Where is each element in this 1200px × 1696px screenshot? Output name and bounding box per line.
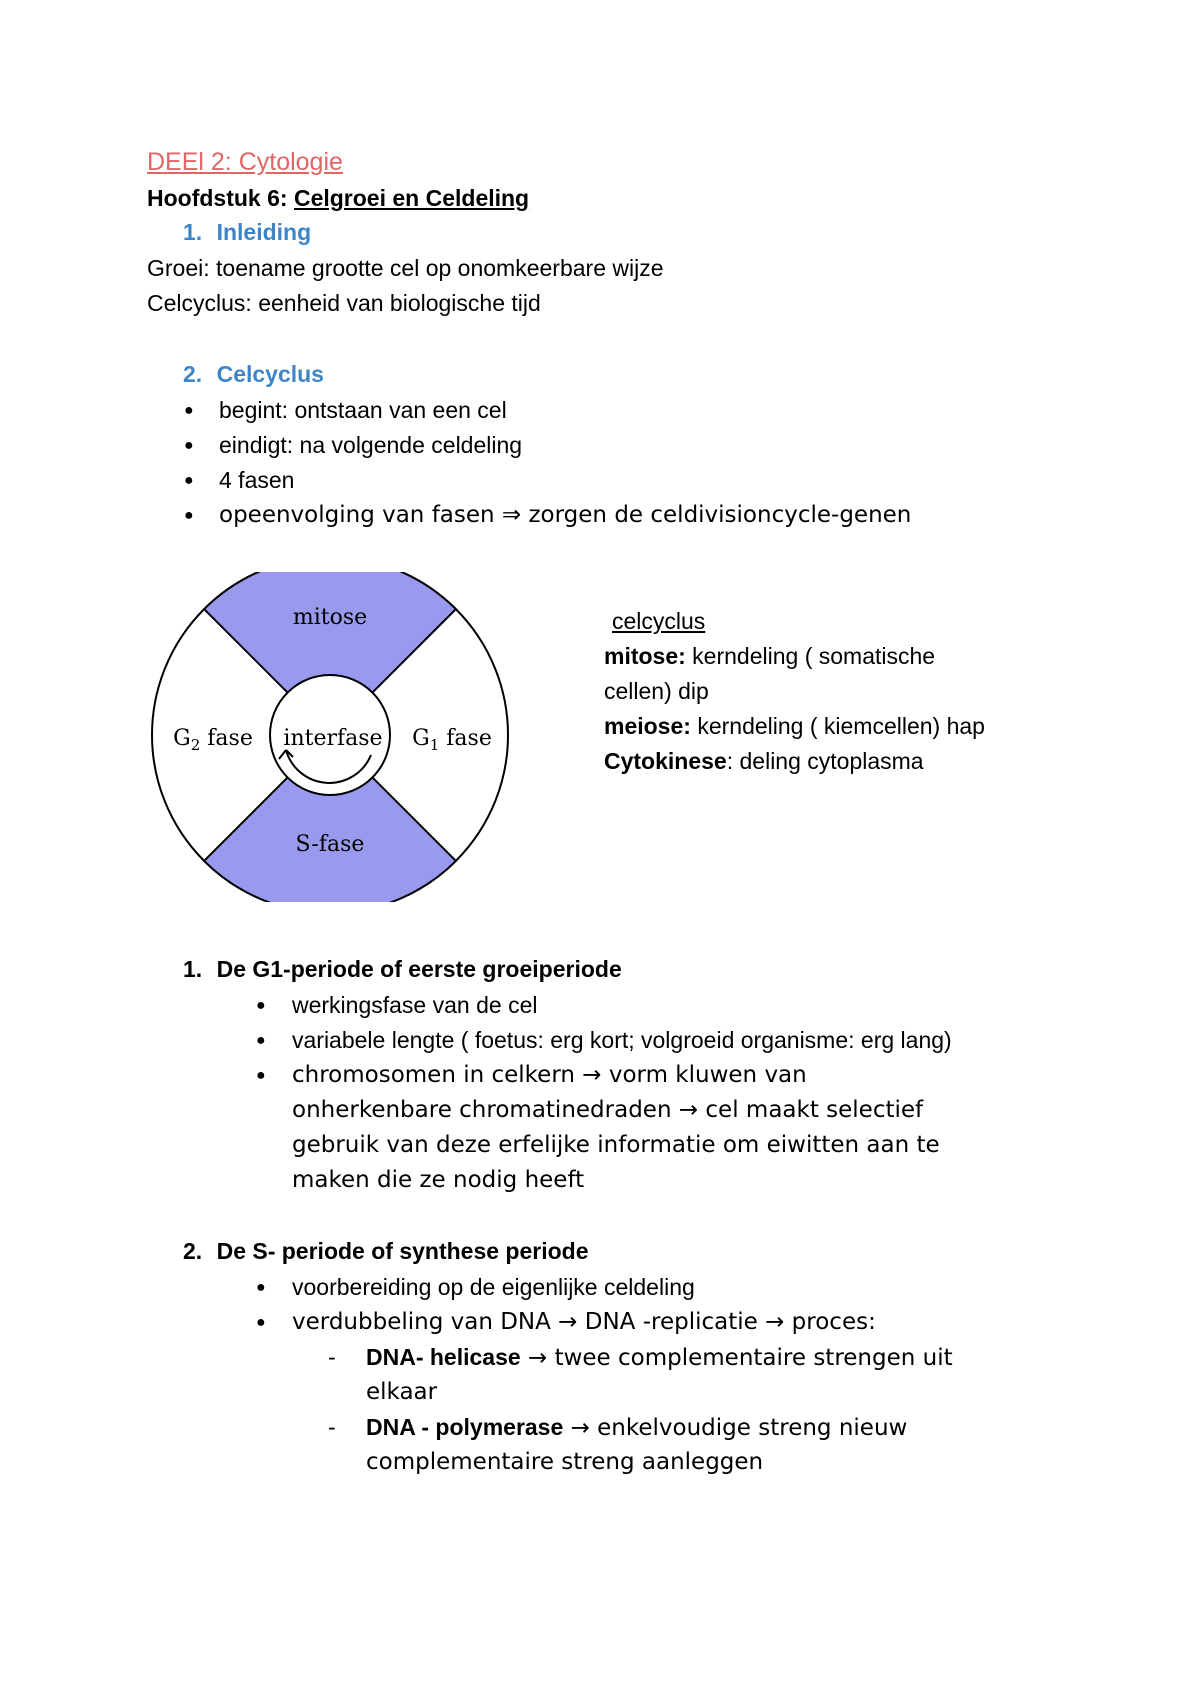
- bullet-icon: ●: [256, 1032, 266, 1049]
- s-heading: [183, 1234, 589, 1268]
- bullet-icon: ●: [184, 472, 194, 489]
- mitose-label: mitose: [292, 605, 368, 630]
- s-fase-label: S-fase: [295, 832, 365, 857]
- cytokinese-definition: : deling cytoplasma: [726, 748, 924, 774]
- intro-heading: [183, 215, 311, 249]
- intro-line: Celcyclus: eenheid van biologische tijd: [147, 290, 541, 316]
- celcyclus-heading-text: Celcyclus: [216, 361, 324, 387]
- bullet-icon: ●: [256, 1279, 266, 1296]
- g1-heading-text: De G1-periode of eerste groeiperiode: [216, 956, 622, 982]
- meiose-term: meiose:: [604, 713, 691, 739]
- list-item: 4 fasen: [219, 467, 295, 493]
- g1-number: 1.: [183, 956, 203, 982]
- celcyclus-heading: [183, 357, 324, 391]
- dash-icon: -: [328, 1344, 336, 1370]
- intro-number: 1.: [183, 219, 203, 245]
- legend-meiose: [604, 709, 985, 743]
- helicase-definition: → twee complementaire strengen uit: [520, 1345, 953, 1371]
- list-item: verdubbeling van DNA → DNA -replicatie → proces:: [292, 1309, 876, 1335]
- intro-line: Groei: toename grootte cel op onomkeerbare wijze: [147, 255, 664, 281]
- sub-item-helicase: [366, 1340, 953, 1375]
- sub-item-polymerase: [366, 1410, 907, 1445]
- list-item: werkingsfase van de cel: [292, 992, 538, 1018]
- legend-mitose: [604, 639, 935, 673]
- list-item-line: maken die ze nodig heeft: [292, 1167, 585, 1193]
- polymerase-term: DNA - polymerase: [366, 1414, 564, 1440]
- polymerase-definition: → enkelvoudige streng nieuw: [563, 1415, 908, 1441]
- bullet-icon: ●: [256, 1067, 266, 1084]
- bullet-icon: ●: [184, 437, 194, 454]
- s-number: 2.: [183, 1238, 203, 1264]
- chapter-name: Celgroei en Celdeling: [293, 185, 530, 211]
- helicase-term: DNA- helicase: [366, 1344, 521, 1370]
- cytokinese-term: Cytokinese: [604, 748, 727, 774]
- mitose-definition: kerndeling ( somatische: [685, 643, 936, 669]
- list-item-line: chromosomen in celkern → vorm kluwen van: [292, 1062, 807, 1088]
- list-item: variabele lengte ( foetus: erg kort; volgroeid organisme: erg lang): [292, 1027, 952, 1053]
- celcyclus-number: 2.: [183, 361, 203, 387]
- s-heading-text: De S- periode of synthese periode: [216, 1238, 589, 1264]
- g2-label: $G_2$ fase: [173, 726, 253, 754]
- list-item: begint: ontstaan van een cel: [219, 397, 507, 423]
- intro-heading-text: Inleiding: [216, 219, 312, 245]
- sub-item-line: elkaar: [366, 1379, 438, 1405]
- list-item: opeenvolging van fasen ⇒ zorgen de celdivisioncycle-genen: [219, 502, 912, 528]
- interfase-label: interfase: [283, 726, 383, 751]
- legend-cytokinese: [604, 744, 924, 778]
- chapter-prefix: Hoofdstuk 6:: [147, 185, 294, 211]
- legend-mitose-cont: cellen) dip: [604, 678, 709, 704]
- list-item-line: onherkenbare chromatinedraden → cel maakt selectief: [292, 1097, 924, 1123]
- bullet-icon: ●: [184, 402, 194, 419]
- part-title-text: DEEl 2: Cytologie: [147, 148, 343, 176]
- list-item-line: gebruik van deze erfelijke informatie om eiwitten aan te: [292, 1132, 940, 1158]
- cell-cycle-diagram: [145, 572, 515, 902]
- g1-heading: [183, 952, 622, 986]
- bullet-icon: ●: [256, 997, 266, 1014]
- g1-label: $G_1$ fase: [412, 726, 492, 754]
- chapter-title: [147, 181, 529, 215]
- dash-icon: -: [328, 1414, 336, 1440]
- legend-title: celcyclus: [612, 608, 706, 634]
- list-item: voorbereiding op de eigenlijke celdeling: [292, 1274, 695, 1300]
- sub-item-line: complementaire streng aanleggen: [366, 1449, 764, 1475]
- list-item: eindigt: na volgende celdeling: [219, 432, 523, 458]
- part-title: [147, 145, 343, 179]
- bullet-icon: ●: [256, 1314, 266, 1331]
- mitose-term: mitose:: [604, 643, 686, 669]
- meiose-definition: kerndeling ( kiemcellen) hap: [690, 713, 985, 739]
- bullet-icon: ●: [184, 507, 194, 524]
